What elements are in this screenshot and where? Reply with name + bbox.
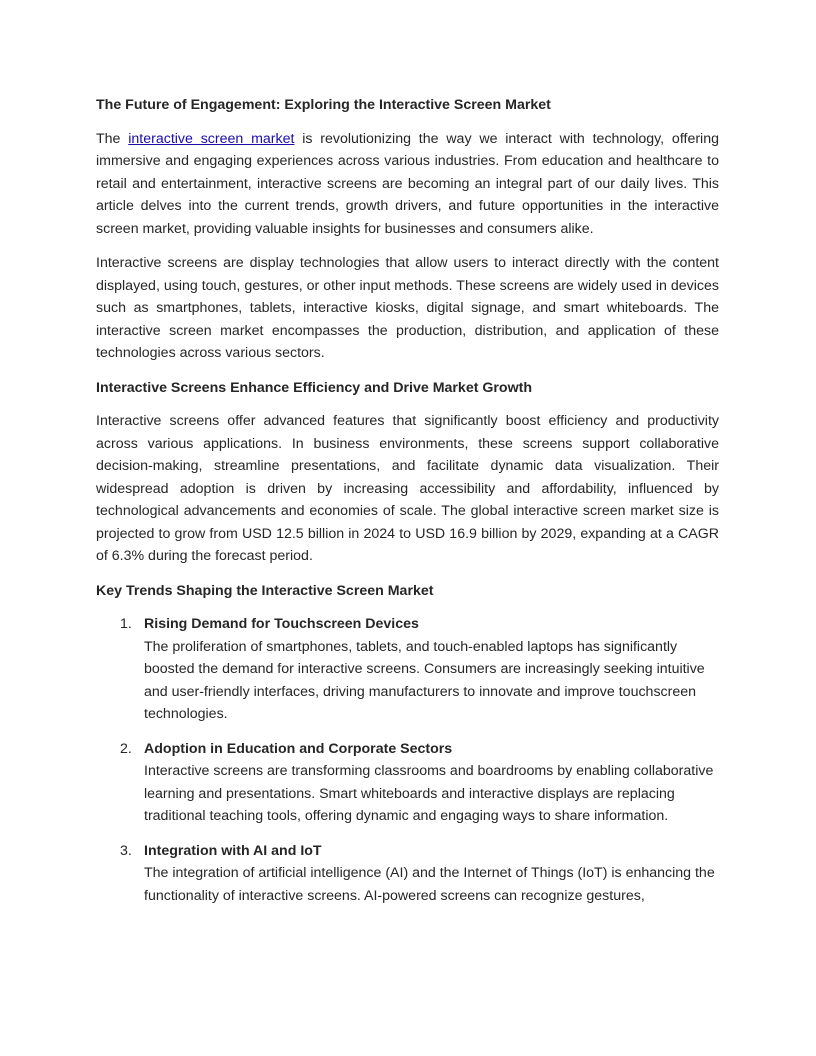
section-heading-trends: Key Trends Shaping the Interactive Screen Market bbox=[96, 582, 434, 599]
list-item-title: Rising Demand for Touchscreen Devices bbox=[144, 616, 419, 632]
list-item-text: The proliferation of smartphones, tablets, and touch-enabled laptops has significantly boosted the demand for interactive screens. Consumers are increasingly seeking intuitive and user-friendly interfaces, driving manufacturers to innovate and improve touchscreen technologies. bbox=[144, 638, 705, 722]
list-item bbox=[96, 613, 719, 726]
intro-prefix: The bbox=[96, 130, 129, 147]
list-item-text: Interactive screens are transforming classrooms and boardrooms by enabling collaborative learning and presentations. Smart whiteboards and interactive displays are replacing traditional teaching tools, offering dynamic and engaging ways to share information. bbox=[144, 763, 714, 824]
intro-paragraph bbox=[96, 128, 719, 241]
efficiency-paragraph: Interactive screens offer advanced features that significantly boost efficiency and productivity across various applications. In business environments, these screens support collaborative decision-making, streamline presentations, and facilitate dynamic data visualization. Their widespread adoption is driven by increasing accessibility and affordability, influenced by technological advancements and economies of scale. The global interactive screen market size is projected to grow from USD 12.5 billion in 2024 to USD 16.9 billion by 2029, expanding at a CAGR of 6.3% during the forecast period. bbox=[96, 413, 719, 564]
section-heading-efficiency: Interactive Screens Enhance Efficiency and Drive Market Growth bbox=[96, 379, 533, 396]
list-item bbox=[96, 840, 719, 908]
list-item bbox=[96, 738, 719, 828]
list-item-title: Adoption in Education and Corporate Sectors bbox=[144, 740, 453, 757]
document-title: The Future of Engagement: Exploring the Interactive Screen Market bbox=[96, 97, 551, 113]
list-item-number: 3. bbox=[120, 842, 132, 859]
definition-paragraph: Interactive screens are display technologies that allow users to interact directly with the content displayed, using touch, gestures, or other input methods. These screens are widely used in devices such as smartphones, tablets, interactive kiosks, digital signage, and smart whiteboards. The interactive screen market encompasses the production, distribution, and application of these technologies across various sectors. bbox=[96, 255, 719, 361]
list-item-title: Integration with AI and IoT bbox=[144, 842, 322, 859]
trends-list bbox=[96, 613, 719, 907]
list-item-text: The integration of artificial intelligence (AI) and the Internet of Things (IoT) is enhancing the functionality of interactive screens. AI-powered screens can recognize gestures, bbox=[144, 865, 715, 904]
interactive-screen-market-link[interactable]: interactive screen market bbox=[128, 130, 295, 147]
intro-suffix: is revolutionizing the way we interact with technology, offering immersive and engaging experiences across various industries. From education and healthcare to retail and entertainment, interactive screens are becoming an integral part of our daily lives. This article delves into the current trends, growth drivers, and future opportunities in the interactive screen market, providing valuable insights for businesses and consumers alike. bbox=[96, 130, 719, 237]
document-page bbox=[96, 94, 719, 919]
list-item-number: 2. bbox=[120, 740, 132, 757]
list-item-number: 1. bbox=[120, 616, 132, 632]
